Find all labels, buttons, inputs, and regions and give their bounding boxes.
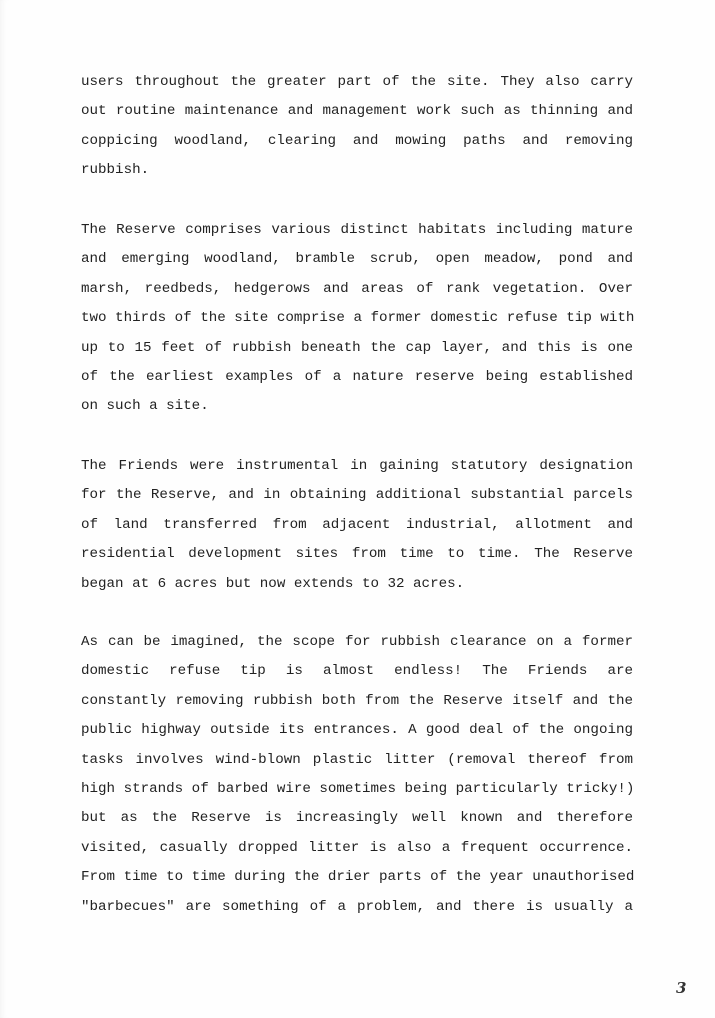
text-line: The Reserve comprises various distinct habitats including mature	[81, 222, 633, 238]
text-line: for the Reserve, and in obtaining additional substantial parcels	[81, 487, 633, 504]
text-line: domestic refuse tip is almost endless! The Friends are	[81, 663, 633, 680]
paragraph-3	[81, 452, 633, 599]
text-line: constantly removing rubbish both from the Reserve itself and the	[81, 692, 633, 709]
text-line: "barbecues" are something of a problem, and there is usually a	[81, 898, 633, 915]
text-line: high strands of barbed wire sometimes being particularly tricky!)	[81, 780, 635, 797]
text-line: coppicing woodland, clearing and mowing paths and removing	[81, 132, 633, 149]
paragraph-1	[81, 68, 633, 186]
text-line: up to 15 feet of rubbish beneath the cap layer, and this is one	[81, 339, 633, 356]
text-line: public highway outside its entrances. A good deal of the ongoing	[81, 722, 633, 739]
text-line: users throughout the greater part of the site. They also carry	[81, 74, 633, 90]
paragraph-4	[81, 628, 633, 922]
text-line: two thirds of the site comprise a former domestic refuse tip with	[81, 310, 635, 327]
page-number: 3	[676, 979, 687, 997]
text-line: tasks involves wind-blown plastic litter (removal thereof from	[81, 751, 633, 768]
text-line: of the earliest examples of a nature reserve being established	[81, 368, 633, 385]
text-line: on such a site.	[81, 398, 209, 415]
text-line: As can be imagined, the scope for rubbish clearance on a former	[81, 634, 633, 650]
text-line: residential development sites from time to time. The Reserve	[81, 546, 633, 563]
text-line: The Friends were instrumental in gaining statutory designation	[81, 458, 633, 474]
text-line: From time to time during the drier parts of the year unauthorised	[81, 869, 635, 886]
text-line: began at 6 acres but now extends to 32 acres.	[81, 575, 465, 592]
text-line: marsh, reedbeds, hedgerows and areas of rank vegetation. Over	[81, 280, 633, 297]
text-line: out routine maintenance and management work such as thinning and	[81, 103, 633, 120]
text-line: visited, casually dropped litter is also a frequent occurrence.	[81, 839, 633, 856]
text-line: and emerging woodland, bramble scrub, open meadow, pond and	[81, 251, 633, 268]
text-line: but as the Reserve is increasingly well known and therefore	[81, 810, 633, 827]
text-line: of land transferred from adjacent industrial, allotment and	[81, 516, 633, 533]
paragraph-2	[81, 216, 633, 422]
text-line: rubbish.	[81, 162, 150, 179]
